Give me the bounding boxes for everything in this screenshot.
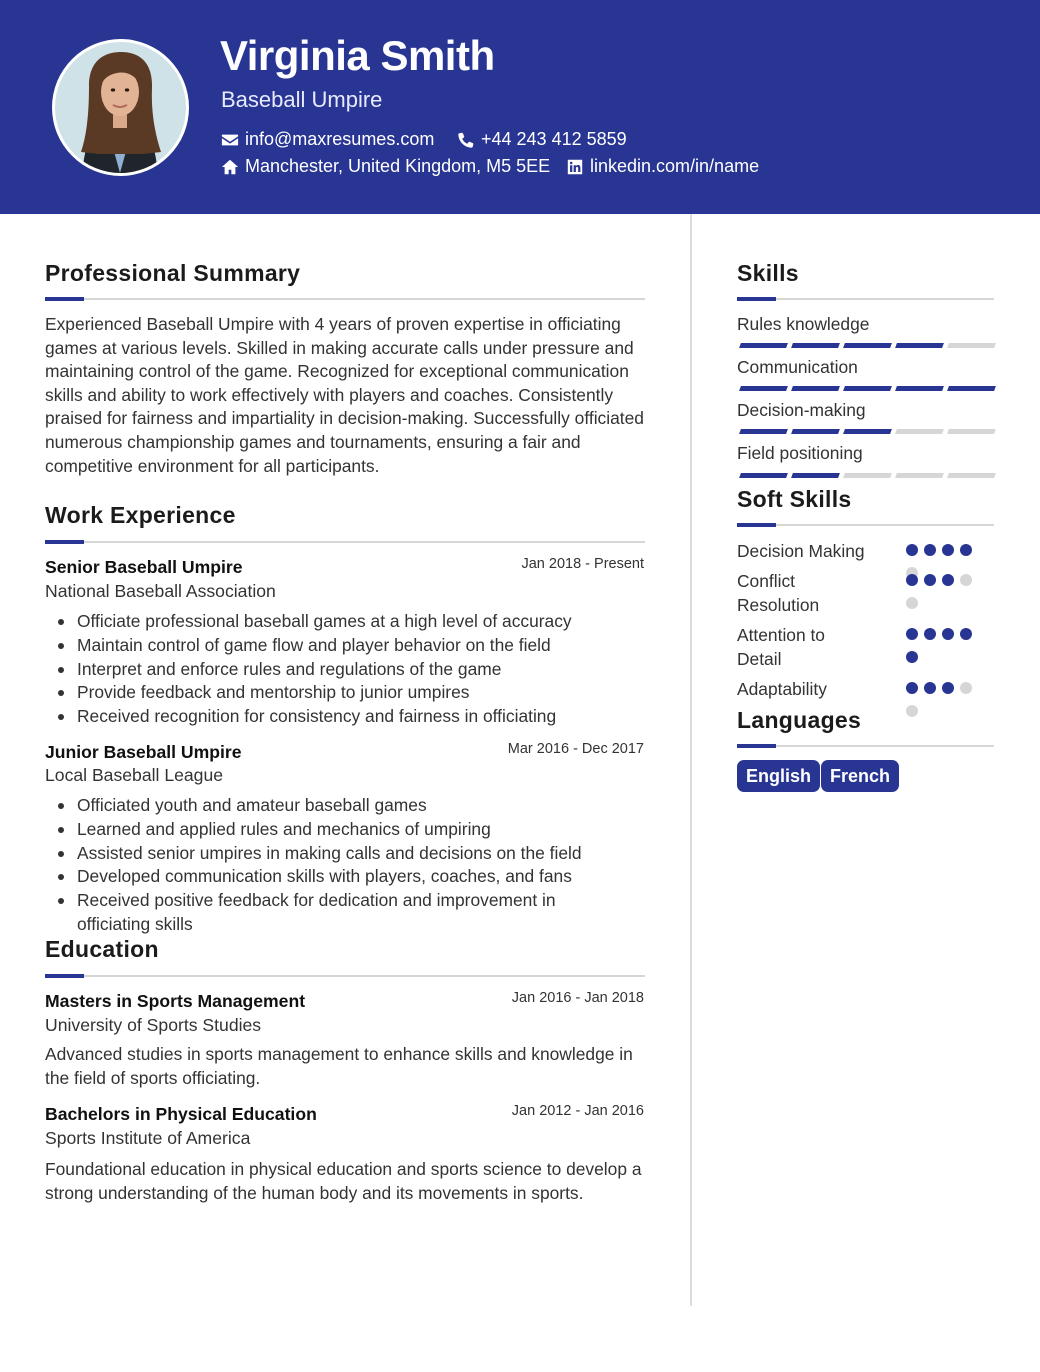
rating-dot — [924, 544, 936, 556]
rating-dot — [906, 574, 918, 586]
skill-level-segment — [895, 343, 944, 348]
job-bullets — [45, 610, 645, 729]
job-title: Junior Baseball Umpire — [45, 742, 242, 762]
contact-phone[interactable] — [457, 129, 627, 150]
skill-name: Field positioning — [737, 443, 863, 463]
education-rule — [45, 975, 645, 977]
education-date: Jan 2016 - Jan 2018 — [511, 990, 644, 1006]
rating-dot — [906, 597, 918, 609]
summary-text: Experienced Baseball Umpire with 4 years of proven expertise in officiating games at various levels. Skilled in making accurate calls under pressure and maintaining control of the game. Recognized for exceptional communication skills and ability to work effectively with players and coaches. Consistently praised for fairness and impartiality in decision-making. Successfully officiated numerous championship games and tournaments, ensuring a fair and competitive environment for all participants. — [45, 314, 644, 476]
phone-text: +44 243 412 5859 — [481, 129, 627, 149]
skill-level-segment — [947, 386, 996, 391]
list-item: Officiate professional baseball games at a high level of accuracy — [45, 610, 645, 634]
contact-location — [221, 156, 550, 177]
skill-level-segment — [895, 429, 944, 434]
skill-level-segment — [843, 473, 892, 478]
skill-level-segment — [895, 386, 944, 391]
rating-dot — [960, 544, 972, 556]
skill-level-segment — [791, 343, 840, 348]
soft-skill-name: Attention to Detail — [737, 625, 825, 669]
job-date: Jan 2018 - Present — [521, 556, 644, 572]
skill-level-segment — [739, 343, 788, 348]
soft-skills-heading: Soft Skills — [737, 486, 852, 512]
job-date: Mar 2016 - Dec 2017 — [507, 741, 644, 757]
rating-dot — [924, 574, 936, 586]
job-organization: National Baseball Association — [45, 581, 276, 601]
skill-level-segment — [947, 429, 996, 434]
envelope-icon — [221, 131, 239, 149]
language-badge: English — [737, 760, 820, 792]
skill-level-segment — [843, 343, 892, 348]
languages-heading: Languages — [737, 707, 862, 733]
rating-dot — [906, 544, 918, 556]
education-date: Jan 2012 - Jan 2016 — [511, 1103, 644, 1119]
skill-level-bar — [740, 343, 995, 348]
soft-skill-rating — [906, 574, 978, 609]
experience-heading: Work Experience — [45, 502, 236, 528]
rating-dot — [942, 544, 954, 556]
contact-linkedin[interactable] — [566, 156, 759, 177]
list-item: Assisted senior umpires in making calls and decisions on the field — [45, 842, 605, 866]
job-title: Senior Baseball Umpire — [45, 557, 243, 577]
job-organization: Local Baseball League — [45, 765, 224, 785]
skills-rule — [737, 298, 994, 300]
rating-dot — [942, 574, 954, 586]
avatar — [52, 39, 189, 176]
rating-dot — [942, 682, 954, 694]
skill-level-segment — [947, 473, 996, 478]
list-item: Provide feedback and mentorship to junior umpires — [45, 681, 645, 705]
soft-skill-rating — [906, 682, 978, 717]
rating-dot — [960, 574, 972, 586]
phone-icon — [457, 131, 475, 149]
skill-level-segment — [739, 386, 788, 391]
linkedin-icon — [566, 158, 584, 176]
candidate-name: Virginia Smith — [220, 32, 495, 79]
list-item: Received recognition for consistency and fairness in officiating — [45, 705, 645, 729]
rating-dot — [960, 628, 972, 640]
skill-level-segment — [843, 386, 892, 391]
email-text: info@maxresumes.com — [245, 129, 435, 149]
candidate-title: Baseball Umpire — [221, 87, 383, 112]
soft-skill-name: Conflict Resolution — [737, 571, 820, 615]
skill-level-bar — [740, 473, 995, 478]
skill-name: Rules knowledge — [737, 314, 870, 334]
language-badge: French — [821, 760, 899, 792]
skill-name: Communication — [737, 357, 858, 377]
home-icon — [221, 158, 239, 176]
linkedin-text: linkedin.com/in/name — [590, 156, 760, 176]
skill-name: Decision-making — [737, 400, 866, 420]
rating-dot — [960, 682, 972, 694]
skill-level-segment — [947, 343, 996, 348]
soft-skill-name: Decision Making — [737, 541, 865, 561]
degree-title: Masters in Sports Management — [45, 991, 306, 1011]
summary-heading: Professional Summary — [45, 260, 301, 286]
rating-dot — [942, 628, 954, 640]
list-item: Maintain control of game flow and player behavior on the field — [45, 634, 645, 658]
skill-level-segment — [895, 473, 944, 478]
list-item: Received positive feedback for dedication and improvement in officiating skills — [45, 889, 605, 937]
skill-level-segment — [791, 429, 840, 434]
contact-email[interactable] — [221, 129, 434, 150]
skill-level-bar — [740, 386, 995, 391]
skills-heading: Skills — [737, 260, 799, 286]
summary-rule — [45, 298, 645, 300]
job-bullets — [45, 794, 605, 937]
school-name: University of Sports Studies — [45, 1015, 262, 1035]
school-name: Sports Institute of America — [45, 1128, 251, 1148]
rating-dot — [906, 651, 918, 663]
skill-level-bar — [740, 429, 995, 434]
soft-skill-rating — [906, 628, 978, 663]
skill-level-segment — [791, 473, 840, 478]
list-item: Learned and applied rules and mechanics of umpiring — [45, 818, 605, 842]
education-description: Foundational education in physical education and sports science to develop a strong understanding of the human body and its movements in sports. — [45, 1159, 642, 1203]
soft-skill-name: Adaptability — [737, 679, 827, 699]
rating-dot — [924, 628, 936, 640]
skill-level-segment — [843, 429, 892, 434]
column-divider — [690, 214, 692, 1306]
list-item: Developed communication skills with players, coaches, and fans — [45, 865, 605, 889]
list-item: Interpret and enforce rules and regulations of the game — [45, 658, 645, 682]
list-item: Officiated youth and amateur baseball games — [45, 794, 605, 818]
education-description: Advanced studies in sports management to enhance skills and knowledge in the field of sports officiating. — [45, 1044, 633, 1088]
rating-dot — [906, 705, 918, 717]
rating-dot — [906, 682, 918, 694]
degree-title: Bachelors in Physical Education — [45, 1104, 317, 1124]
profile-photo — [55, 42, 186, 173]
skill-level-segment — [739, 473, 788, 478]
experience-rule — [45, 541, 645, 543]
resume-header — [0, 0, 1040, 214]
languages-rule — [737, 745, 994, 747]
skill-level-segment — [791, 386, 840, 391]
rating-dot — [906, 628, 918, 640]
skill-level-segment — [739, 429, 788, 434]
education-heading: Education — [45, 936, 159, 962]
location-text: Manchester, United Kingdom, M5 5EE — [245, 156, 551, 176]
rating-dot — [924, 682, 936, 694]
soft-skills-rule — [737, 524, 994, 526]
